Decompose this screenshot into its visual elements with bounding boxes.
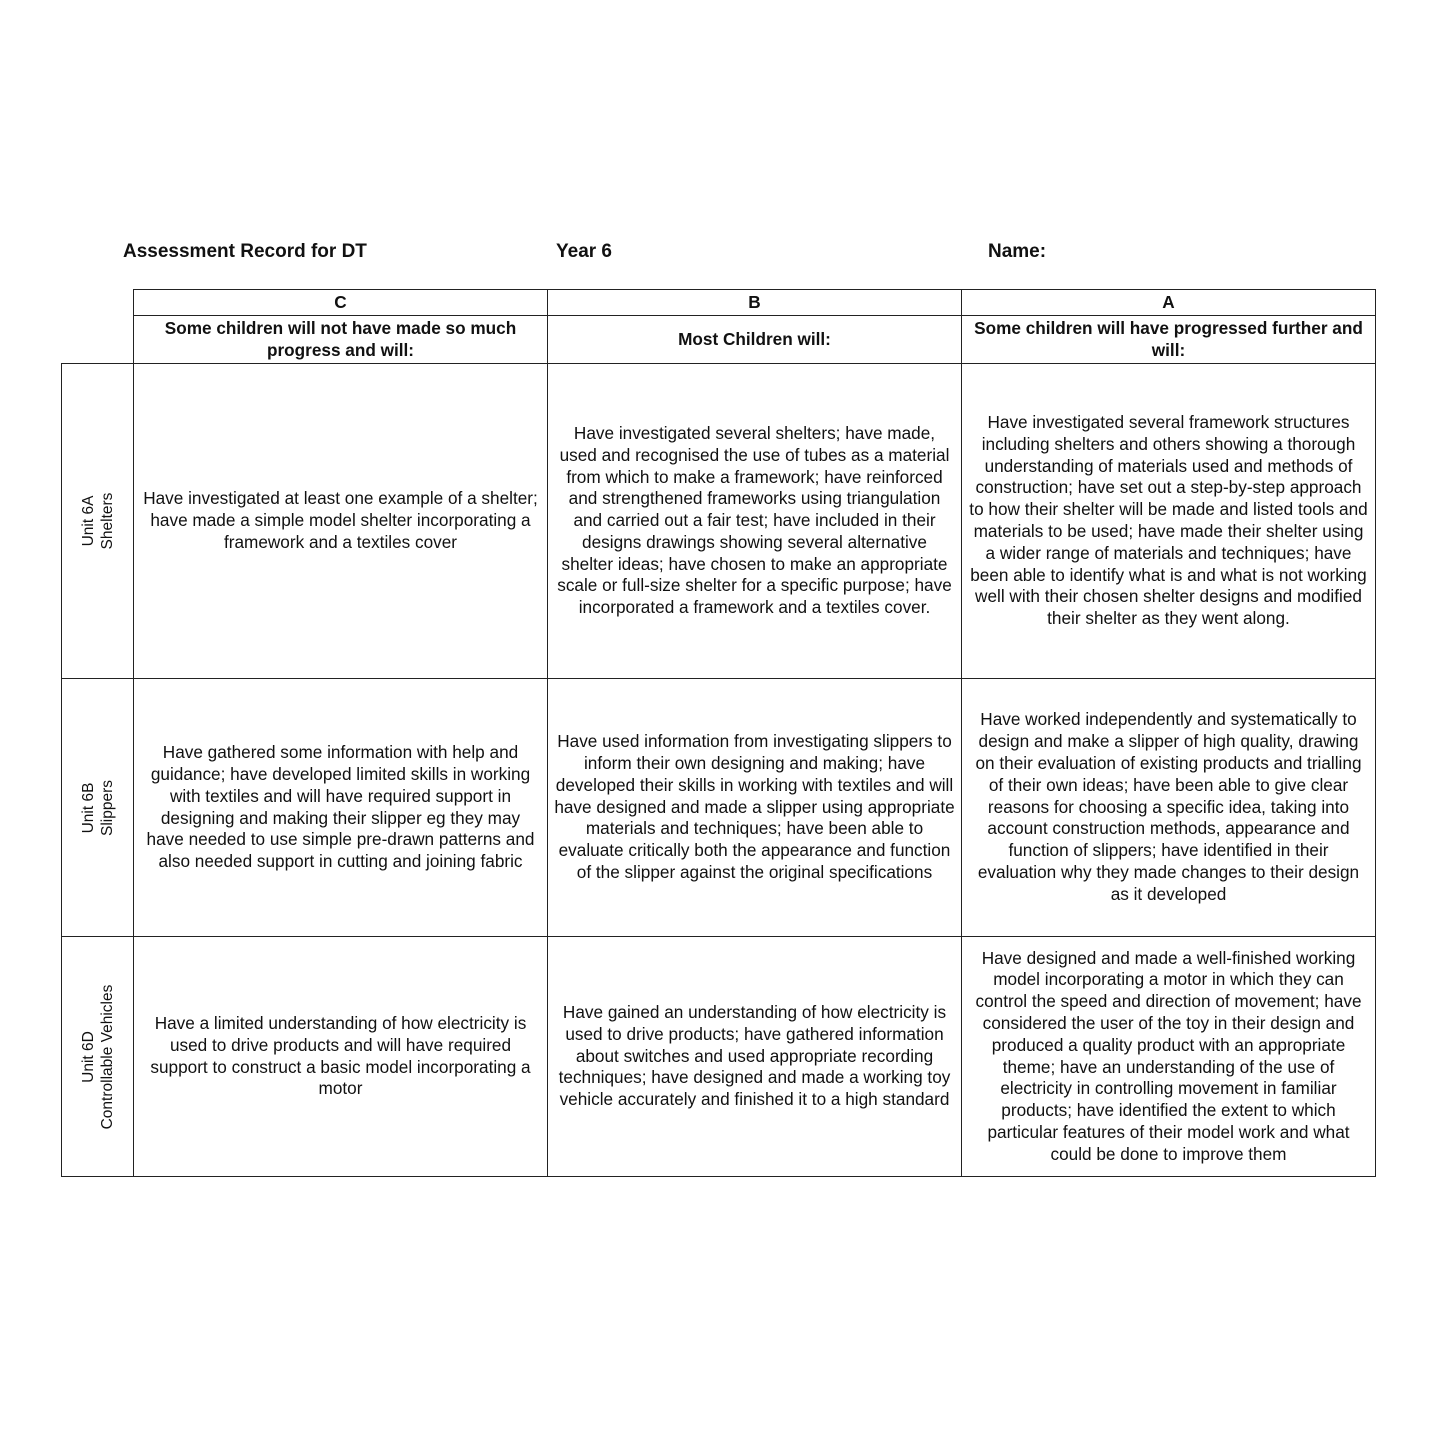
document-header [0, 241, 1445, 269]
unit-topic: Shelters [98, 492, 116, 550]
description-header-row [62, 316, 1376, 364]
table-row-unit-6d [62, 937, 1376, 1177]
criteria-cell-c: Have a limited understanding of how electricity is used to drive products and will have required support to construct a basic model incorporating a motor [134, 937, 548, 1177]
criteria-cell-a: Have designed and made a well-finished working model incorporating a motor in which they can control the speed and direction of movement; have considered the user of the toy in their design and produced a quality product with an appropriate theme; have an understanding of the use of electricity in controlling movement in familiar products; have identified the extent to which particular features of their model work and what could be done to improve them [962, 937, 1376, 1177]
unit-label-cell [62, 937, 134, 1177]
grade-header-row [62, 290, 1376, 316]
grade-header-c: C [134, 290, 548, 316]
unit-topic: Slippers [98, 779, 116, 836]
grade-header-a: A [962, 290, 1376, 316]
table-row-unit-6b [62, 679, 1376, 937]
unit-label [79, 493, 117, 550]
empty-corner-cell [62, 316, 134, 364]
year-label: Year 6 [556, 241, 612, 262]
criteria-cell-b: Have investigated several shelters; have made, used and recognised the use of tubes as a material from which to make a framework; have reinforced and strengthened frameworks using triangulation and carried out a fair test; have included in their designs drawings showing several alternative shelter ideas; have chosen to make an appropriate scale or full-size shelter for a specific purpose; have incorporated a framework and a textiles cover. [548, 364, 962, 679]
criteria-cell-b: Have used information from investigating slippers to inform their own designing and making; have developed their skills in working with textiles and will have designed and made a slipper using appropriate materials and techniques; have been able to evaluate critically both the appearance and function of the slipper against the original specifications [548, 679, 962, 937]
unit-topic: Controllable Vehicles [98, 984, 116, 1129]
criteria-cell-a: Have worked independently and systematically to design and make a slipper of high quality, drawing on their evaluation of existing products and trialling of their own ideas; have been able to give clear reasons for choosing a specific idea, taking into account construction methods, appearance and function of slippers; have identified in their evaluation why they made changes to their design as it developed [962, 679, 1376, 937]
unit-label-cell [62, 364, 134, 679]
grade-description-b: Most Children will: [548, 316, 962, 364]
empty-corner-cell [62, 290, 134, 316]
name-label: Name: [988, 241, 1047, 262]
document-title: Assessment Record for DT [123, 241, 367, 262]
assessment-table [61, 289, 1376, 1177]
grade-description-c: Some children will not have made so much progress and will: [134, 316, 548, 364]
grade-description-a: Some children will have progressed further and will: [962, 316, 1376, 364]
unit-label [79, 780, 117, 836]
unit-label [79, 984, 117, 1129]
grade-header-b: B [548, 290, 962, 316]
criteria-cell-c: Have investigated at least one example of a shelter; have made a simple model shelter incorporating a framework and a textiles cover [134, 364, 548, 679]
unit-code: Unit 6D [79, 1030, 97, 1083]
unit-label-cell [62, 679, 134, 937]
unit-code: Unit 6B [79, 782, 97, 833]
criteria-cell-c: Have gathered some information with help and guidance; have developed limited skills in working with textiles and will have required support in designing and making their slipper eg they may have needed to use simple pre-drawn patterns and also needed support in cutting and joining fabric [134, 679, 548, 937]
unit-code: Unit 6A [79, 495, 97, 547]
table-row-unit-6a [62, 364, 1376, 679]
criteria-cell-a: Have investigated several framework structures including shelters and others showing a thorough understanding of materials used and methods of construction; have set out a step-by-step approach to how their shelter will be made and listed tools and materials to be used; have made their shelter using a wider range of materials and techniques; have been able to identify what is and what is not working well with their chosen shelter designs and modified their shelter as they went along. [962, 364, 1376, 679]
criteria-cell-b: Have gained an understanding of how electricity is used to drive products; have gathered information about switches and used appropriate recording techniques; have designed and made a working toy vehicle accurately and finished it to a high standard [548, 937, 962, 1177]
